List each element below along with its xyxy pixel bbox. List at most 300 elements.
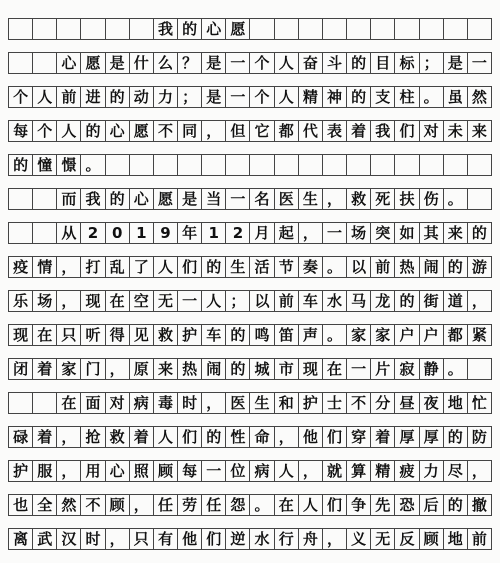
grid-square: 在 xyxy=(33,325,57,345)
grid-square: 他 xyxy=(299,427,323,447)
grid-square: 分 xyxy=(371,393,395,413)
grid-square: 的 xyxy=(226,359,250,379)
grid-square: 其 xyxy=(420,223,444,243)
grid-square: 当 xyxy=(202,189,226,209)
grid-square: 恐 xyxy=(395,495,419,515)
grid-square: 着 xyxy=(371,427,395,447)
grid-square xyxy=(130,155,154,175)
grid-square: 不 xyxy=(347,393,371,413)
grid-square: 现 xyxy=(81,291,105,311)
grid-square: 柱 xyxy=(395,87,419,107)
grid-square xyxy=(106,155,130,175)
grid-square: 车 xyxy=(299,291,323,311)
grid-square: 个 xyxy=(33,121,57,141)
grid-square: 是 xyxy=(202,53,226,73)
grid-square: 厚 xyxy=(395,427,419,447)
grid-square: 离 xyxy=(9,529,33,549)
grid-square: 以 xyxy=(250,291,274,311)
grid-square: 的 xyxy=(202,257,226,277)
grid-square: 我 xyxy=(371,121,395,141)
grid-square: 名 xyxy=(250,189,274,209)
grid-square: 的 xyxy=(468,223,492,243)
grid-square: 疫 xyxy=(9,257,33,277)
grid-square: 人 xyxy=(57,121,81,141)
grid-square: 9 xyxy=(154,223,178,243)
essay-line xyxy=(8,52,492,74)
essay-line xyxy=(8,188,492,210)
essay-line xyxy=(8,528,492,550)
essay-line xyxy=(8,290,492,312)
grid-square: 精 xyxy=(371,461,395,481)
grid-square: 在 xyxy=(323,359,347,379)
grid-square: 人 xyxy=(154,257,178,277)
grid-square: 在 xyxy=(57,393,81,413)
grid-square: 算 xyxy=(347,461,371,481)
grid-square: 未 xyxy=(444,121,468,141)
grid-square: 2 xyxy=(81,223,105,243)
essay-line xyxy=(8,426,492,448)
grid-square: 人 xyxy=(275,87,299,107)
grid-square: 武 xyxy=(33,529,57,549)
essay-line xyxy=(8,86,492,108)
grid-square: 医 xyxy=(275,189,299,209)
grid-square: 逆 xyxy=(226,529,250,549)
grid-square xyxy=(250,19,274,39)
grid-square: 乱 xyxy=(106,257,130,277)
grid-square: 人 xyxy=(33,87,57,107)
grid-square: 情 xyxy=(33,257,57,277)
grid-square: 都 xyxy=(275,121,299,141)
grid-square xyxy=(468,19,492,39)
grid-square: 以 xyxy=(347,257,371,277)
grid-square: ， xyxy=(323,189,347,209)
grid-square: 游 xyxy=(468,257,492,277)
grid-square: 乐 xyxy=(9,291,33,311)
essay-line xyxy=(8,222,492,244)
grid-square: 人 xyxy=(275,461,299,481)
grid-square: 护 xyxy=(9,461,33,481)
grid-square: 2 xyxy=(226,223,250,243)
grid-square: ， xyxy=(275,427,299,447)
grid-square: 憬 xyxy=(57,155,81,175)
grid-square xyxy=(250,155,274,175)
grid-square: 心 xyxy=(106,121,130,141)
grid-square: 护 xyxy=(299,393,323,413)
grid-square xyxy=(81,19,105,39)
grid-square xyxy=(9,189,33,209)
grid-square xyxy=(33,19,57,39)
grid-square: 愿 xyxy=(154,189,178,209)
grid-square: ， xyxy=(299,461,323,481)
grid-square: 突 xyxy=(371,223,395,243)
grid-square: 护 xyxy=(178,325,202,345)
grid-square: ， xyxy=(57,427,81,447)
grid-square: 们 xyxy=(395,121,419,141)
grid-square: 顾 xyxy=(420,529,444,549)
grid-square: 不 xyxy=(81,495,105,515)
grid-square: 无 xyxy=(154,291,178,311)
grid-square: 一 xyxy=(226,189,250,209)
title-row xyxy=(8,18,492,40)
grid-square: 我 xyxy=(81,189,105,209)
grid-square: 一 xyxy=(468,53,492,73)
grid-square: ， xyxy=(323,529,347,549)
grid-square: 地 xyxy=(444,393,468,413)
grid-square: 生 xyxy=(299,189,323,209)
grid-square: 愿 xyxy=(81,53,105,73)
grid-square: 全 xyxy=(33,495,57,515)
grid-square: 的 xyxy=(347,87,371,107)
grid-square: 服 xyxy=(33,461,57,481)
grid-square xyxy=(395,19,419,39)
grid-square: 闭 xyxy=(9,359,33,379)
grid-square: 的 xyxy=(395,291,419,311)
grid-square: ， xyxy=(57,257,81,277)
grid-square: ， xyxy=(106,529,130,549)
grid-square: 厚 xyxy=(420,427,444,447)
grid-square: 目 xyxy=(371,53,395,73)
grid-square: ， xyxy=(299,223,323,243)
grid-square: 家 xyxy=(57,359,81,379)
grid-square: 士 xyxy=(323,393,347,413)
grid-square xyxy=(57,19,81,39)
grid-square: 只 xyxy=(57,325,81,345)
grid-square: 毒 xyxy=(154,393,178,413)
grid-square: 的 xyxy=(106,87,130,107)
grid-square: 后 xyxy=(420,495,444,515)
grid-square: 家 xyxy=(347,325,371,345)
grid-square: 就 xyxy=(323,461,347,481)
grid-square: 命 xyxy=(250,427,274,447)
grid-square: 的 xyxy=(81,121,105,141)
grid-square: 有 xyxy=(154,529,178,549)
grid-square xyxy=(371,155,395,175)
grid-square: 着 xyxy=(33,359,57,379)
grid-square: 热 xyxy=(395,257,419,277)
grid-square: 一 xyxy=(347,359,371,379)
grid-square: 防 xyxy=(468,427,492,447)
grid-square: 们 xyxy=(202,529,226,549)
grid-square: 一 xyxy=(202,461,226,481)
grid-square: 鸣 xyxy=(250,325,274,345)
grid-square: 来 xyxy=(154,359,178,379)
grid-square xyxy=(202,155,226,175)
grid-square: 怨 xyxy=(226,495,250,515)
essay-line xyxy=(8,324,492,346)
grid-square: 一 xyxy=(178,291,202,311)
grid-square: 从 xyxy=(57,223,81,243)
grid-square: 水 xyxy=(250,529,274,549)
grid-square: 穿 xyxy=(347,427,371,447)
grid-square: 都 xyxy=(444,325,468,345)
grid-square: 年 xyxy=(178,223,202,243)
grid-square: 对 xyxy=(106,393,130,413)
grid-square: 的 xyxy=(226,325,250,345)
grid-square: 是 xyxy=(202,87,226,107)
grid-square: 个 xyxy=(250,53,274,73)
grid-square: 。 xyxy=(323,257,347,277)
grid-square: 起 xyxy=(275,223,299,243)
grid-square: 心 xyxy=(130,189,154,209)
grid-square: 。 xyxy=(250,495,274,515)
grid-square: 静 xyxy=(420,359,444,379)
grid-square: 力 xyxy=(420,461,444,481)
grid-square: 紧 xyxy=(468,325,492,345)
grid-square: 市 xyxy=(275,359,299,379)
grid-square: 闹 xyxy=(202,359,226,379)
grid-square xyxy=(33,189,57,209)
grid-square: 得 xyxy=(106,325,130,345)
grid-square: 人 xyxy=(154,427,178,447)
grid-square xyxy=(420,155,444,175)
grid-square xyxy=(371,19,395,39)
grid-square xyxy=(9,53,33,73)
grid-square: 生 xyxy=(250,393,274,413)
grid-square xyxy=(130,19,154,39)
grid-square: 。 xyxy=(323,325,347,345)
grid-square: ？ xyxy=(178,53,202,73)
grid-square: 的 xyxy=(347,53,371,73)
grid-square: 夜 xyxy=(420,393,444,413)
grid-square xyxy=(275,19,299,39)
grid-square: 原 xyxy=(130,359,154,379)
grid-square xyxy=(468,189,492,209)
grid-square: 着 xyxy=(33,427,57,447)
grid-square: 。 xyxy=(444,359,468,379)
grid-square: 救 xyxy=(154,325,178,345)
grid-square: 心 xyxy=(106,461,130,481)
essay-line xyxy=(8,154,492,176)
grid-square: 场 xyxy=(347,223,371,243)
grid-square: 憧 xyxy=(33,155,57,175)
grid-square: 。 xyxy=(444,189,468,209)
grid-square: ， xyxy=(57,291,81,311)
essay-line xyxy=(8,392,492,414)
grid-square: 的 xyxy=(444,427,468,447)
grid-square: 一 xyxy=(323,223,347,243)
grid-square: 每 xyxy=(9,121,33,141)
grid-square: 力 xyxy=(154,87,178,107)
grid-square xyxy=(299,155,323,175)
grid-square xyxy=(395,155,419,175)
grid-square: 笛 xyxy=(275,325,299,345)
grid-square: 的 xyxy=(444,495,468,515)
grid-square: 只 xyxy=(130,529,154,549)
essay-line xyxy=(8,358,492,380)
grid-square: 。 xyxy=(81,155,105,175)
grid-square: 见 xyxy=(130,325,154,345)
grid-square: 表 xyxy=(323,121,347,141)
grid-square: 片 xyxy=(371,359,395,379)
grid-square: 义 xyxy=(347,529,371,549)
grid-square: 对 xyxy=(420,121,444,141)
grid-square: 马 xyxy=(347,291,371,311)
grid-square xyxy=(299,19,323,39)
grid-square xyxy=(468,359,492,379)
grid-square: 碌 xyxy=(9,427,33,447)
grid-square: 任 xyxy=(202,495,226,515)
grid-square: 道 xyxy=(444,291,468,311)
grid-square: 户 xyxy=(420,325,444,345)
grid-square: ； xyxy=(420,53,444,73)
grid-square xyxy=(444,155,468,175)
grid-square: 地 xyxy=(444,529,468,549)
grid-square: 心 xyxy=(202,19,226,39)
grid-square: 来 xyxy=(468,121,492,141)
grid-square: 街 xyxy=(420,291,444,311)
grid-square: 神 xyxy=(323,87,347,107)
grid-square xyxy=(468,155,492,175)
grid-square: 进 xyxy=(81,87,105,107)
grid-square: 行 xyxy=(275,529,299,549)
grid-square: 人 xyxy=(202,291,226,311)
grid-square: 的 xyxy=(444,257,468,277)
grid-square: 救 xyxy=(106,427,130,447)
grid-square: ， xyxy=(468,461,492,481)
grid-square: ， xyxy=(202,121,226,141)
grid-square: 病 xyxy=(250,461,274,481)
grid-square: 斗 xyxy=(323,53,347,73)
grid-square: 死 xyxy=(371,189,395,209)
grid-square: 伤 xyxy=(420,189,444,209)
grid-square: 前 xyxy=(275,291,299,311)
grid-square: 前 xyxy=(57,87,81,107)
grid-square: 先 xyxy=(371,495,395,515)
grid-square: 昼 xyxy=(395,393,419,413)
grid-square xyxy=(33,53,57,73)
grid-square: 撤 xyxy=(468,495,492,515)
grid-square: 时 xyxy=(178,393,202,413)
grid-square: 前 xyxy=(371,257,395,277)
grid-square: 虽 xyxy=(444,87,468,107)
grid-square: ； xyxy=(226,291,250,311)
essay-line xyxy=(8,460,492,482)
grid-square: 照 xyxy=(130,461,154,481)
grid-square: 场 xyxy=(33,291,57,311)
grid-square: 声 xyxy=(299,325,323,345)
grid-square: 寂 xyxy=(395,359,419,379)
grid-square: 是 xyxy=(106,53,130,73)
grid-square: 在 xyxy=(106,291,130,311)
grid-square: 标 xyxy=(395,53,419,73)
grid-square: 听 xyxy=(81,325,105,345)
grid-square: 顾 xyxy=(106,495,130,515)
grid-square: 水 xyxy=(323,291,347,311)
grid-square: 。 xyxy=(420,87,444,107)
grid-square: 现 xyxy=(9,325,33,345)
grid-square: 顾 xyxy=(154,461,178,481)
grid-square: 的 xyxy=(202,427,226,447)
grid-square: 么 xyxy=(154,53,178,73)
grid-square: ， xyxy=(130,495,154,515)
grid-square xyxy=(323,19,347,39)
grid-square xyxy=(33,393,57,413)
grid-square: 动 xyxy=(130,87,154,107)
grid-square xyxy=(154,155,178,175)
grid-square: 们 xyxy=(178,427,202,447)
grid-square: 然 xyxy=(468,87,492,107)
grid-square: 我 xyxy=(154,19,178,39)
essay-line xyxy=(8,120,492,142)
grid-square: 反 xyxy=(395,529,419,549)
grid-square xyxy=(347,155,371,175)
grid-square: 舟 xyxy=(299,529,323,549)
grid-square: 的 xyxy=(9,155,33,175)
grid-square: 而 xyxy=(57,189,81,209)
grid-square: 但 xyxy=(226,121,250,141)
grid-square: 什 xyxy=(130,53,154,73)
grid-square: 打 xyxy=(81,257,105,277)
grid-square: 精 xyxy=(299,87,323,107)
grid-square: 同 xyxy=(178,121,202,141)
grid-square: 抢 xyxy=(81,427,105,447)
grid-square: 个 xyxy=(250,87,274,107)
grid-square xyxy=(226,155,250,175)
grid-square: 热 xyxy=(178,359,202,379)
grid-square: 用 xyxy=(81,461,105,481)
grid-square xyxy=(178,155,202,175)
grid-square: 代 xyxy=(299,121,323,141)
grid-square: 前 xyxy=(468,529,492,549)
grid-square xyxy=(347,19,371,39)
grid-square: 如 xyxy=(395,223,419,243)
grid-square xyxy=(106,19,130,39)
grid-square: 一 xyxy=(226,53,250,73)
grid-square: 和 xyxy=(275,393,299,413)
grid-square xyxy=(9,19,33,39)
grid-square: 争 xyxy=(347,495,371,515)
grid-square: 人 xyxy=(299,495,323,515)
grid-square: 心 xyxy=(57,53,81,73)
grid-square: 劳 xyxy=(178,495,202,515)
grid-square: 奋 xyxy=(299,53,323,73)
grid-square: ， xyxy=(106,359,130,379)
grid-square: 是 xyxy=(178,189,202,209)
grid-square xyxy=(420,19,444,39)
grid-square: 支 xyxy=(371,87,395,107)
essay-line xyxy=(8,494,492,516)
grid-square: 愿 xyxy=(130,121,154,141)
grid-square: 0 xyxy=(106,223,130,243)
grid-square: 疲 xyxy=(395,461,419,481)
grid-square: 活 xyxy=(250,257,274,277)
grid-square: 一 xyxy=(226,87,250,107)
grid-square: 愿 xyxy=(226,19,250,39)
grid-square: 们 xyxy=(323,495,347,515)
grid-square: 时 xyxy=(81,529,105,549)
grid-square: 现 xyxy=(299,359,323,379)
grid-square: ； xyxy=(178,87,202,107)
grid-square: 生 xyxy=(226,257,250,277)
grid-square: 车 xyxy=(202,325,226,345)
grid-square: 位 xyxy=(226,461,250,481)
grid-square: 它 xyxy=(250,121,274,141)
grid-square: 节 xyxy=(275,257,299,277)
grid-square: 门 xyxy=(81,359,105,379)
grid-square: 尽 xyxy=(444,461,468,481)
grid-square: 着 xyxy=(347,121,371,141)
grid-square: 每 xyxy=(178,461,202,481)
grid-square: 性 xyxy=(226,427,250,447)
grid-square xyxy=(9,223,33,243)
grid-square: 着 xyxy=(130,427,154,447)
grid-square: 忙 xyxy=(468,393,492,413)
grid-square: 来 xyxy=(444,223,468,243)
grid-square: 了 xyxy=(130,257,154,277)
grid-square: 的 xyxy=(178,19,202,39)
grid-square: 汉 xyxy=(57,529,81,549)
essay-line xyxy=(8,256,492,278)
